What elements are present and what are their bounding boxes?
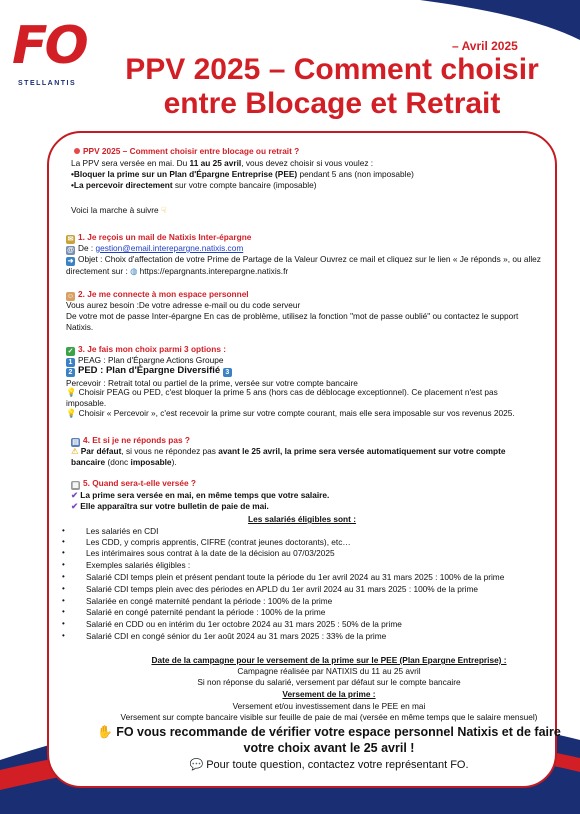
recommendation-line2: votre choix avant le 25 avril !	[243, 741, 415, 755]
warning-icon: ⚠	[71, 446, 79, 456]
intro-heading: PPV 2025 – Comment choisir entre blocage ou retrait ?	[74, 146, 299, 157]
option-block: •Bloquer la prime sur un Plan d'Épargne Entreprise (PEE) pendant 5 ans (non imposable)	[71, 169, 414, 179]
number-two-icon: 2	[66, 368, 75, 377]
number-one-icon: 1	[66, 358, 75, 367]
intro-line: La PPV sera versée en mai. Du 11 au 25 avril, vous devez choisir si vous voulez :	[71, 158, 374, 168]
eligible-item: Les salariés en CDI	[86, 526, 159, 536]
campaign-heading: Date de la campagne pour le versement de la prime sur le PEE (Plan Epargne Entreprise) :	[151, 655, 507, 665]
option-peag: 1 PEAG : Plan d'Épargne Actions Groupe	[66, 355, 223, 367]
mailbox-icon: ✉	[67, 236, 74, 243]
tip-percevoir: 💡 Choisir « Percevoir », c'est recevoir la prime sur votre compte courant, mais elle sera imposable sur vos revenus 2025.	[66, 408, 515, 418]
eligible-item: Les intérimaires sous contrat à la date de la décision au 07/03/2025	[86, 548, 335, 558]
page-title-line2: entre Blocage et Retrait	[163, 87, 501, 120]
eligible-item: Exemples salariés éligibles :	[86, 560, 191, 570]
eligible-heading: Les salariés éligibles sont :	[248, 514, 356, 524]
option-perceive: •La percevoir directement sur votre compte bancaire (imposable)	[71, 180, 317, 190]
recommendation-line1: ✋ FO vous recommande de vérifier votre espace personnel Natixis et de faire	[97, 725, 561, 739]
section2-heading: ☺ 2. Je me connecte à mon espace personnel	[66, 289, 249, 300]
globe-icon: ◍	[130, 266, 138, 276]
payment-line1: Versement et/ou investissement dans le PEE en mai	[232, 701, 426, 711]
calendar-icon: ▤	[72, 439, 79, 446]
section5-line1: ✔ La prime sera versée en mai, en même temps que votre salaire.	[71, 490, 330, 500]
eligible-item: Salarié en CDD ou en intérim du 1er octobre 2024 au 31 mars 2025 : 50% de la prime	[86, 619, 402, 629]
page-title-line1: PPV 2025 – Comment choisir	[125, 53, 539, 86]
natixis-site-link[interactable]: https://epargnants.interepargne.natixis.fr	[139, 266, 289, 276]
stellantis-logo-text: STELLANTIS	[18, 80, 77, 87]
section2-line2: De votre mot de passe Inter-épargne En cas de problème, utilisez la fonction "mot de passe oublié" ou contactez le support Natixis.	[66, 311, 519, 332]
eligible-item: Salarié CDI en congé sénior du 1er août 2024 au 31 mars 2025 : 33% de la prime	[86, 631, 387, 641]
steps-lead: Voici la marche à suivre ☟	[71, 205, 166, 215]
contact-line: 💬 Pour toute question, contactez votre représentant FO.	[189, 759, 469, 771]
eligible-item: Salarié en congé paternité pendant la période : 100% de la prime	[86, 607, 326, 617]
section4-text: ⚠ Par défaut, si vous ne répondez pas avant le 25 avril, la prime sera versée automatiquement sur votre compte bancaire (donc imposable).	[71, 446, 506, 467]
campaign-line2: Si non réponse du salarié, versement par défaut sur le compte bancaire	[197, 677, 461, 687]
section5-heading: ▦ 5. Quand sera-t-elle versée ?	[72, 478, 196, 489]
check-icon: ✔	[71, 501, 78, 511]
pointing-down-icon: ☟	[160, 205, 166, 215]
section1-heading: ✉ 1. Je reçois un mail de Natixis Inter-épargne	[67, 232, 252, 243]
campaign-line1: Campagne réalisée par NATIXIS du 11 au 25 avril	[237, 666, 421, 676]
arrow-right-icon: ➜	[67, 258, 74, 265]
eligible-item: Salarié CDI temps plein avec des périodes en APLD du 1er avril 2024 au 31 mars 2025 : 100% de la prime	[86, 584, 479, 594]
section2-line1: Vous aurez besoin :De votre adresse e-mail ou du code serveur	[66, 300, 301, 310]
speech-bubble-icon: 💬	[189, 759, 204, 771]
eligible-item: Salarié CDI temps plein et présent pendant toute la période du 1er avril 2024 au 31 mars 2025 : 100% de la prime	[86, 572, 505, 582]
raised-hand-icon: ✋	[97, 725, 113, 739]
option-percevoir: Percevoir : Retrait total ou partiel de la prime, versée sur votre compte bancaire	[66, 378, 358, 388]
eligible-item: Les CDD, y compris apprentis, CIFRE (contrat jeunes doctorants), etc…	[86, 537, 351, 547]
section3-heading: ✓ 3. Je fais mon choix parmi 3 options :	[67, 344, 226, 355]
number-three-icon: 3	[223, 368, 232, 377]
checkmark-icon: ✓	[67, 348, 74, 355]
tip-block: 💡 Choisir PEAG ou PED, c'est bloquer la prime 5 ans (hors cas de déblocage exceptionnel). Ce placement n'est pas imposable.	[66, 387, 498, 408]
calendar-page-icon: ▦	[72, 482, 79, 489]
lightbulb-icon: 💡	[66, 408, 77, 418]
option-ped: 2 PED : Plan d'Épargne Diversifié 3	[66, 366, 235, 377]
email-icon: @	[67, 247, 74, 254]
publication-date: – Avril 2025	[452, 39, 518, 53]
sender-email-link[interactable]: gestion@email.interepargne.natixis.com	[95, 243, 244, 253]
person-laptop-icon: ☺	[66, 293, 75, 300]
pin-icon	[74, 148, 80, 154]
section4-heading: ▤ 4. Et si je ne réponds pas ?	[72, 435, 190, 446]
subject-line: ➜ Objet : Choix d'affectation de votre Prime de Partage de la Valeur Ouvrez ce mail et cliquez sur le lien « Je réponds », ou allez directement sur : ◍ https://epargnants.interepargne.natixis.fr	[66, 254, 541, 276]
fo-logo: FO	[12, 16, 86, 76]
section5-line2: ✔ Elle apparaîtra sur votre bulletin de paie de mai.	[71, 501, 269, 511]
eligible-item: Salariée en congé maternité pendant la période : 100% de la prime	[86, 596, 333, 606]
payment-line2: Versement sur compte bancaire visible sur feuille de paie de mai (versée en même temps que le salaire mensuel)	[120, 712, 538, 722]
sender-line: @ De : gestion@email.interepargne.natixis.com	[67, 243, 244, 254]
check-icon: ✔	[71, 490, 78, 500]
lightbulb-icon: 💡	[66, 387, 77, 397]
payment-heading: Versement de la prime :	[282, 689, 376, 699]
